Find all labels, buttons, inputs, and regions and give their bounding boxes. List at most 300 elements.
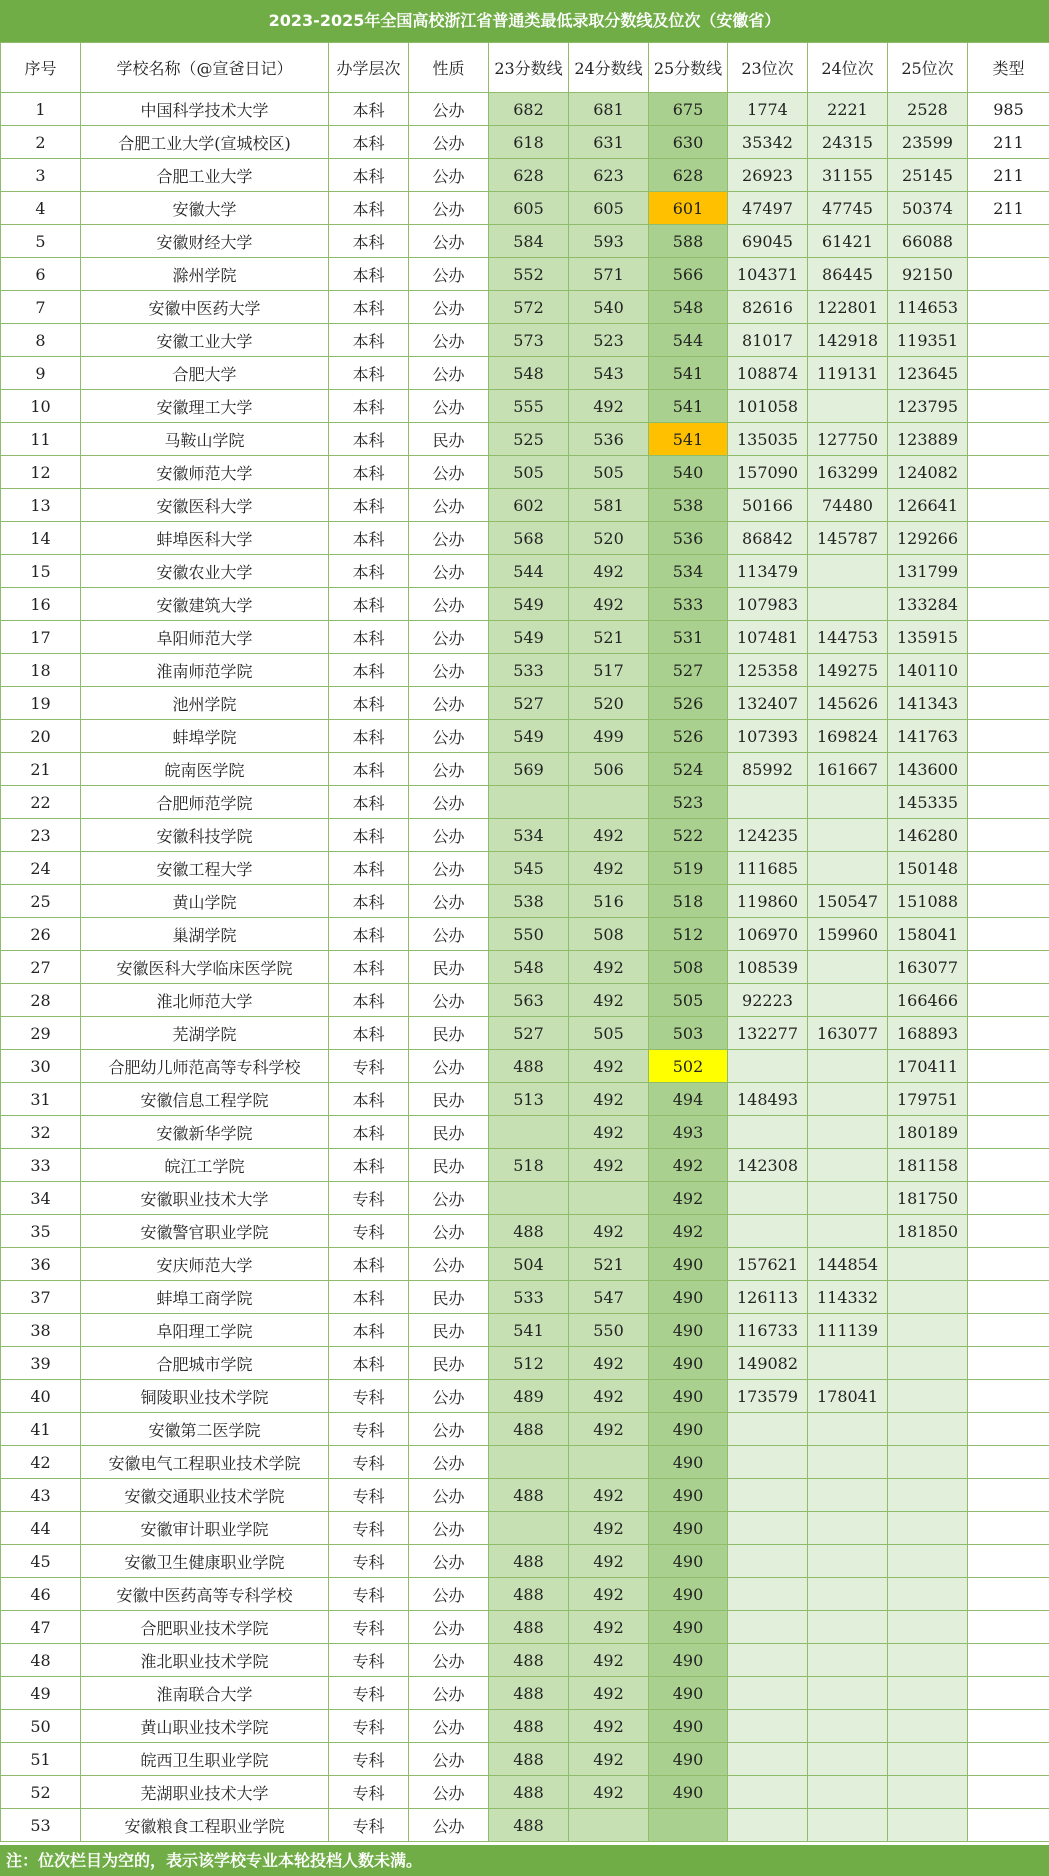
cell-no: 32 bbox=[1, 1116, 81, 1149]
cell-type bbox=[968, 1611, 1049, 1644]
cell-level: 本科 bbox=[329, 555, 409, 588]
cell-score-25: 522 bbox=[649, 819, 728, 852]
cell-rank-24 bbox=[808, 1413, 888, 1446]
cell-score-24: 492 bbox=[569, 555, 649, 588]
cell-score-25: 490 bbox=[649, 1314, 728, 1347]
cell-rank-23 bbox=[728, 1116, 808, 1149]
cell-type bbox=[968, 1215, 1049, 1248]
table-row bbox=[1, 126, 1049, 159]
table-row bbox=[1, 390, 1049, 423]
cell-type bbox=[968, 753, 1049, 786]
table-row bbox=[1, 522, 1049, 555]
cell-no: 11 bbox=[1, 423, 81, 456]
table-row bbox=[1, 951, 1049, 984]
cell-score-25: 502 bbox=[649, 1050, 728, 1083]
cell-nature: 公办 bbox=[409, 621, 489, 654]
cell-score-24 bbox=[569, 1809, 649, 1842]
cell-rank-23: 108539 bbox=[728, 951, 808, 984]
cell-school-name: 安徽理工大学 bbox=[81, 390, 329, 423]
table-row bbox=[1, 1710, 1049, 1743]
cell-no: 37 bbox=[1, 1281, 81, 1314]
table-row bbox=[1, 159, 1049, 192]
cell-rank-24 bbox=[808, 1083, 888, 1116]
cell-no: 8 bbox=[1, 324, 81, 357]
cell-score-24: 492 bbox=[569, 390, 649, 423]
table-row bbox=[1, 456, 1049, 489]
cell-rank-23 bbox=[728, 1545, 808, 1578]
cell-score-24: 492 bbox=[569, 1611, 649, 1644]
cell-school-name: 安徽医科大学临床医学院 bbox=[81, 951, 329, 984]
cell-no: 46 bbox=[1, 1578, 81, 1611]
cell-level: 本科 bbox=[329, 489, 409, 522]
cell-score-24: 505 bbox=[569, 1017, 649, 1050]
cell-rank-23 bbox=[728, 1578, 808, 1611]
cell-nature: 民办 bbox=[409, 1083, 489, 1116]
cell-school-name: 合肥职业技术学院 bbox=[81, 1611, 329, 1644]
table-row bbox=[1, 1050, 1049, 1083]
cell-rank-25 bbox=[888, 1743, 968, 1776]
cell-score-23: 518 bbox=[489, 1149, 569, 1182]
cell-level: 本科 bbox=[329, 1347, 409, 1380]
cell-score-25: 490 bbox=[649, 1578, 728, 1611]
cell-level: 本科 bbox=[329, 720, 409, 753]
table-header bbox=[1, 43, 1049, 93]
cell-rank-24: 74480 bbox=[808, 489, 888, 522]
cell-nature: 公办 bbox=[409, 1248, 489, 1281]
cell-no: 45 bbox=[1, 1545, 81, 1578]
cell-type bbox=[968, 1710, 1049, 1743]
cell-no: 19 bbox=[1, 687, 81, 720]
cell-rank-24 bbox=[808, 1050, 888, 1083]
cell-score-24: 506 bbox=[569, 753, 649, 786]
cell-rank-24 bbox=[808, 1182, 888, 1215]
cell-school-name: 安徽新华学院 bbox=[81, 1116, 329, 1149]
cell-score-23: 605 bbox=[489, 192, 569, 225]
table-row bbox=[1, 1677, 1049, 1710]
score-table bbox=[0, 42, 1049, 1842]
cell-no: 3 bbox=[1, 159, 81, 192]
cell-score-24: 492 bbox=[569, 1347, 649, 1380]
cell-score-25: 490 bbox=[649, 1611, 728, 1644]
cell-level: 专科 bbox=[329, 1677, 409, 1710]
cell-type bbox=[968, 522, 1049, 555]
cell-nature: 公办 bbox=[409, 159, 489, 192]
cell-score-24: 521 bbox=[569, 1248, 649, 1281]
cell-rank-24: 47745 bbox=[808, 192, 888, 225]
cell-score-25 bbox=[649, 1809, 728, 1842]
cell-no: 44 bbox=[1, 1512, 81, 1545]
cell-type bbox=[968, 1281, 1049, 1314]
cell-nature: 公办 bbox=[409, 1710, 489, 1743]
cell-school-name: 合肥幼儿师范高等专科学校 bbox=[81, 1050, 329, 1083]
header-score-25: 25分数线 bbox=[649, 43, 728, 93]
cell-school-name: 皖南医学院 bbox=[81, 753, 329, 786]
cell-score-23: 549 bbox=[489, 588, 569, 621]
cell-rank-24: 127750 bbox=[808, 423, 888, 456]
cell-type bbox=[968, 1050, 1049, 1083]
cell-score-24: 492 bbox=[569, 1149, 649, 1182]
cell-level: 本科 bbox=[329, 1248, 409, 1281]
cell-rank-24: 163077 bbox=[808, 1017, 888, 1050]
cell-rank-24 bbox=[808, 1677, 888, 1710]
cell-score-25: 490 bbox=[649, 1644, 728, 1677]
cell-school-name: 阜阳师范大学 bbox=[81, 621, 329, 654]
cell-type bbox=[968, 1017, 1049, 1050]
cell-nature: 公办 bbox=[409, 984, 489, 1017]
cell-score-25: 630 bbox=[649, 126, 728, 159]
cell-rank-24: 24315 bbox=[808, 126, 888, 159]
cell-nature: 公办 bbox=[409, 819, 489, 852]
cell-rank-24: 145626 bbox=[808, 687, 888, 720]
cell-score-23 bbox=[489, 786, 569, 819]
cell-score-25: 518 bbox=[649, 885, 728, 918]
cell-type bbox=[968, 1578, 1049, 1611]
cell-score-24: 492 bbox=[569, 1512, 649, 1545]
cell-rank-24: 144753 bbox=[808, 621, 888, 654]
cell-school-name: 安徽电气工程职业技术学院 bbox=[81, 1446, 329, 1479]
cell-score-23: 538 bbox=[489, 885, 569, 918]
cell-no: 25 bbox=[1, 885, 81, 918]
cell-nature: 公办 bbox=[409, 126, 489, 159]
cell-nature: 公办 bbox=[409, 390, 489, 423]
cell-school-name: 蚌埠工商学院 bbox=[81, 1281, 329, 1314]
cell-school-name: 安徽第二医学院 bbox=[81, 1413, 329, 1446]
cell-level: 专科 bbox=[329, 1743, 409, 1776]
cell-nature: 公办 bbox=[409, 1776, 489, 1809]
cell-score-23: 534 bbox=[489, 819, 569, 852]
cell-type bbox=[968, 1347, 1049, 1380]
cell-rank-24: 122801 bbox=[808, 291, 888, 324]
cell-rank-23 bbox=[728, 1644, 808, 1677]
cell-school-name: 安徽交通职业技术学院 bbox=[81, 1479, 329, 1512]
cell-level: 本科 bbox=[329, 258, 409, 291]
cell-score-23: 549 bbox=[489, 720, 569, 753]
cell-nature: 民办 bbox=[409, 1116, 489, 1149]
cell-rank-23 bbox=[728, 1512, 808, 1545]
cell-no: 31 bbox=[1, 1083, 81, 1116]
cell-school-name: 蚌埠医科大学 bbox=[81, 522, 329, 555]
cell-no: 17 bbox=[1, 621, 81, 654]
cell-rank-25 bbox=[888, 1809, 968, 1842]
cell-school-name: 皖江工学院 bbox=[81, 1149, 329, 1182]
cell-score-23: 488 bbox=[489, 1215, 569, 1248]
cell-rank-23: 142308 bbox=[728, 1149, 808, 1182]
table-row bbox=[1, 1446, 1049, 1479]
cell-school-name: 蚌埠学院 bbox=[81, 720, 329, 753]
cell-school-name: 安徽科技学院 bbox=[81, 819, 329, 852]
cell-level: 本科 bbox=[329, 423, 409, 456]
table-row bbox=[1, 1083, 1049, 1116]
cell-school-name: 合肥师范学院 bbox=[81, 786, 329, 819]
cell-score-25: 524 bbox=[649, 753, 728, 786]
cell-level: 本科 bbox=[329, 951, 409, 984]
cell-score-23: 513 bbox=[489, 1083, 569, 1116]
cell-school-name: 安徽警官职业学院 bbox=[81, 1215, 329, 1248]
cell-score-23: 544 bbox=[489, 555, 569, 588]
cell-score-23: 563 bbox=[489, 984, 569, 1017]
cell-score-25: 490 bbox=[649, 1413, 728, 1446]
cell-score-25: 531 bbox=[649, 621, 728, 654]
cell-rank-25: 131799 bbox=[888, 555, 968, 588]
table-row bbox=[1, 1809, 1049, 1842]
cell-level: 本科 bbox=[329, 1314, 409, 1347]
cell-score-23 bbox=[489, 1182, 569, 1215]
cell-rank-23: 157090 bbox=[728, 456, 808, 489]
cell-rank-25 bbox=[888, 1611, 968, 1644]
cell-score-23: 527 bbox=[489, 1017, 569, 1050]
cell-score-24: 492 bbox=[569, 1545, 649, 1578]
table-row bbox=[1, 654, 1049, 687]
cell-nature: 公办 bbox=[409, 1809, 489, 1842]
cell-level: 本科 bbox=[329, 918, 409, 951]
cell-no: 47 bbox=[1, 1611, 81, 1644]
cell-score-25: 526 bbox=[649, 687, 728, 720]
cell-rank-23: 148493 bbox=[728, 1083, 808, 1116]
cell-score-24: 543 bbox=[569, 357, 649, 390]
cell-score-23: 489 bbox=[489, 1380, 569, 1413]
cell-rank-24: 2221 bbox=[808, 93, 888, 126]
cell-type bbox=[968, 291, 1049, 324]
cell-rank-24 bbox=[808, 819, 888, 852]
cell-type bbox=[968, 390, 1049, 423]
cell-no: 38 bbox=[1, 1314, 81, 1347]
cell-score-23: 602 bbox=[489, 489, 569, 522]
cell-rank-25: 126641 bbox=[888, 489, 968, 522]
cell-rank-24: 86445 bbox=[808, 258, 888, 291]
cell-score-23: 550 bbox=[489, 918, 569, 951]
cell-rank-25 bbox=[888, 1413, 968, 1446]
cell-no: 13 bbox=[1, 489, 81, 522]
cell-score-24: 492 bbox=[569, 852, 649, 885]
cell-nature: 公办 bbox=[409, 1512, 489, 1545]
cell-rank-24: 149275 bbox=[808, 654, 888, 687]
cell-nature: 公办 bbox=[409, 489, 489, 522]
cell-score-25: 540 bbox=[649, 456, 728, 489]
table-row bbox=[1, 1413, 1049, 1446]
cell-level: 专科 bbox=[329, 1809, 409, 1842]
table-body bbox=[1, 93, 1049, 1842]
cell-rank-23: 47497 bbox=[728, 192, 808, 225]
cell-score-25: 628 bbox=[649, 159, 728, 192]
cell-score-23: 568 bbox=[489, 522, 569, 555]
cell-rank-24 bbox=[808, 1743, 888, 1776]
cell-score-23: 572 bbox=[489, 291, 569, 324]
cell-score-24: 492 bbox=[569, 1413, 649, 1446]
cell-type bbox=[968, 588, 1049, 621]
cell-rank-25 bbox=[888, 1512, 968, 1545]
cell-rank-23: 107481 bbox=[728, 621, 808, 654]
cell-school-name: 淮南联合大学 bbox=[81, 1677, 329, 1710]
cell-type bbox=[968, 687, 1049, 720]
cell-rank-23: 104371 bbox=[728, 258, 808, 291]
cell-no: 15 bbox=[1, 555, 81, 588]
table-row bbox=[1, 1512, 1049, 1545]
cell-level: 本科 bbox=[329, 1281, 409, 1314]
cell-no: 6 bbox=[1, 258, 81, 291]
cell-rank-24 bbox=[808, 786, 888, 819]
table-row bbox=[1, 720, 1049, 753]
cell-school-name: 马鞍山学院 bbox=[81, 423, 329, 456]
cell-no: 49 bbox=[1, 1677, 81, 1710]
cell-rank-25: 129266 bbox=[888, 522, 968, 555]
cell-score-24: 520 bbox=[569, 687, 649, 720]
cell-score-24: 547 bbox=[569, 1281, 649, 1314]
cell-no: 29 bbox=[1, 1017, 81, 1050]
cell-rank-25: 124082 bbox=[888, 456, 968, 489]
cell-type bbox=[968, 1776, 1049, 1809]
cell-level: 专科 bbox=[329, 1611, 409, 1644]
cell-score-23: 628 bbox=[489, 159, 569, 192]
cell-level: 专科 bbox=[329, 1644, 409, 1677]
cell-type bbox=[968, 423, 1049, 456]
cell-type bbox=[968, 489, 1049, 522]
cell-score-25: 601 bbox=[649, 192, 728, 225]
table-row bbox=[1, 852, 1049, 885]
cell-type bbox=[968, 786, 1049, 819]
cell-school-name: 滁州学院 bbox=[81, 258, 329, 291]
cell-score-24: 520 bbox=[569, 522, 649, 555]
cell-score-23: 569 bbox=[489, 753, 569, 786]
cell-score-25: 492 bbox=[649, 1182, 728, 1215]
cell-rank-25 bbox=[888, 1710, 968, 1743]
cell-rank-23: 125358 bbox=[728, 654, 808, 687]
cell-type bbox=[968, 1743, 1049, 1776]
cell-rank-23 bbox=[728, 1446, 808, 1479]
cell-no: 41 bbox=[1, 1413, 81, 1446]
cell-type bbox=[968, 324, 1049, 357]
cell-score-23: 488 bbox=[489, 1809, 569, 1842]
cell-score-24: 492 bbox=[569, 1380, 649, 1413]
cell-nature: 公办 bbox=[409, 852, 489, 885]
cell-no: 18 bbox=[1, 654, 81, 687]
cell-rank-24 bbox=[808, 951, 888, 984]
cell-level: 本科 bbox=[329, 819, 409, 852]
cell-rank-23 bbox=[728, 1479, 808, 1512]
cell-level: 专科 bbox=[329, 1776, 409, 1809]
cell-score-24: 517 bbox=[569, 654, 649, 687]
cell-type bbox=[968, 1413, 1049, 1446]
cell-type bbox=[968, 225, 1049, 258]
cell-rank-23: 149082 bbox=[728, 1347, 808, 1380]
cell-score-24: 593 bbox=[569, 225, 649, 258]
cell-level: 专科 bbox=[329, 1380, 409, 1413]
cell-rank-24 bbox=[808, 1644, 888, 1677]
cell-score-23: 488 bbox=[489, 1413, 569, 1446]
cell-rank-25: 181850 bbox=[888, 1215, 968, 1248]
cell-score-23: 505 bbox=[489, 456, 569, 489]
cell-rank-25 bbox=[888, 1479, 968, 1512]
cell-type: 211 bbox=[968, 126, 1049, 159]
cell-rank-23: 107393 bbox=[728, 720, 808, 753]
cell-school-name: 合肥城市学院 bbox=[81, 1347, 329, 1380]
cell-rank-25 bbox=[888, 1545, 968, 1578]
cell-type: 211 bbox=[968, 159, 1049, 192]
cell-rank-25: 92150 bbox=[888, 258, 968, 291]
table-row bbox=[1, 1149, 1049, 1182]
cell-rank-24 bbox=[808, 1215, 888, 1248]
cell-score-24: 492 bbox=[569, 1677, 649, 1710]
cell-no: 34 bbox=[1, 1182, 81, 1215]
cell-rank-25 bbox=[888, 1314, 968, 1347]
cell-score-25: 526 bbox=[649, 720, 728, 753]
cell-score-23 bbox=[489, 1512, 569, 1545]
cell-no: 43 bbox=[1, 1479, 81, 1512]
cell-nature: 民办 bbox=[409, 1281, 489, 1314]
cell-rank-23: 113479 bbox=[728, 555, 808, 588]
table-row bbox=[1, 1215, 1049, 1248]
cell-school-name: 阜阳理工学院 bbox=[81, 1314, 329, 1347]
cell-type bbox=[968, 918, 1049, 951]
cell-rank-23: 69045 bbox=[728, 225, 808, 258]
cell-school-name: 安徽信息工程学院 bbox=[81, 1083, 329, 1116]
cell-school-name: 安徽卫生健康职业学院 bbox=[81, 1545, 329, 1578]
cell-no: 39 bbox=[1, 1347, 81, 1380]
cell-score-25: 490 bbox=[649, 1512, 728, 1545]
cell-rank-25: 141343 bbox=[888, 687, 968, 720]
cell-level: 本科 bbox=[329, 885, 409, 918]
cell-no: 33 bbox=[1, 1149, 81, 1182]
cell-rank-24 bbox=[808, 984, 888, 1017]
cell-nature: 公办 bbox=[409, 1644, 489, 1677]
cell-type bbox=[968, 1380, 1049, 1413]
cell-rank-24: 114332 bbox=[808, 1281, 888, 1314]
cell-score-23: 552 bbox=[489, 258, 569, 291]
header-row bbox=[1, 43, 1049, 93]
cell-nature: 公办 bbox=[409, 720, 489, 753]
cell-score-24: 492 bbox=[569, 588, 649, 621]
cell-score-24: 492 bbox=[569, 951, 649, 984]
cell-rank-25 bbox=[888, 1578, 968, 1611]
cell-rank-23: 111685 bbox=[728, 852, 808, 885]
cell-type bbox=[968, 1809, 1049, 1842]
cell-rank-23: 92223 bbox=[728, 984, 808, 1017]
cell-nature: 公办 bbox=[409, 324, 489, 357]
cell-type bbox=[968, 258, 1049, 291]
cell-nature: 公办 bbox=[409, 588, 489, 621]
cell-rank-23: 1774 bbox=[728, 93, 808, 126]
cell-no: 5 bbox=[1, 225, 81, 258]
cell-rank-23 bbox=[728, 1677, 808, 1710]
cell-score-23: 533 bbox=[489, 1281, 569, 1314]
cell-rank-25: 123889 bbox=[888, 423, 968, 456]
table-row bbox=[1, 1380, 1049, 1413]
table-row bbox=[1, 489, 1049, 522]
table-row bbox=[1, 93, 1049, 126]
cell-no: 26 bbox=[1, 918, 81, 951]
cell-rank-25 bbox=[888, 1446, 968, 1479]
cell-nature: 公办 bbox=[409, 1743, 489, 1776]
cell-rank-25: 119351 bbox=[888, 324, 968, 357]
cell-rank-23 bbox=[728, 1611, 808, 1644]
table-row bbox=[1, 588, 1049, 621]
cell-score-24: 523 bbox=[569, 324, 649, 357]
cell-rank-24 bbox=[808, 1809, 888, 1842]
cell-school-name: 黄山学院 bbox=[81, 885, 329, 918]
cell-nature: 民办 bbox=[409, 1314, 489, 1347]
cell-school-name: 合肥工业大学(宣城校区) bbox=[81, 126, 329, 159]
cell-score-23: 549 bbox=[489, 621, 569, 654]
cell-rank-23: 82616 bbox=[728, 291, 808, 324]
cell-no: 28 bbox=[1, 984, 81, 1017]
cell-score-25: 533 bbox=[649, 588, 728, 621]
cell-score-25: 588 bbox=[649, 225, 728, 258]
table-row bbox=[1, 1479, 1049, 1512]
cell-level: 本科 bbox=[329, 753, 409, 786]
cell-rank-25: 143600 bbox=[888, 753, 968, 786]
table-row bbox=[1, 291, 1049, 324]
cell-rank-23 bbox=[728, 1215, 808, 1248]
cell-score-23: 488 bbox=[489, 1578, 569, 1611]
